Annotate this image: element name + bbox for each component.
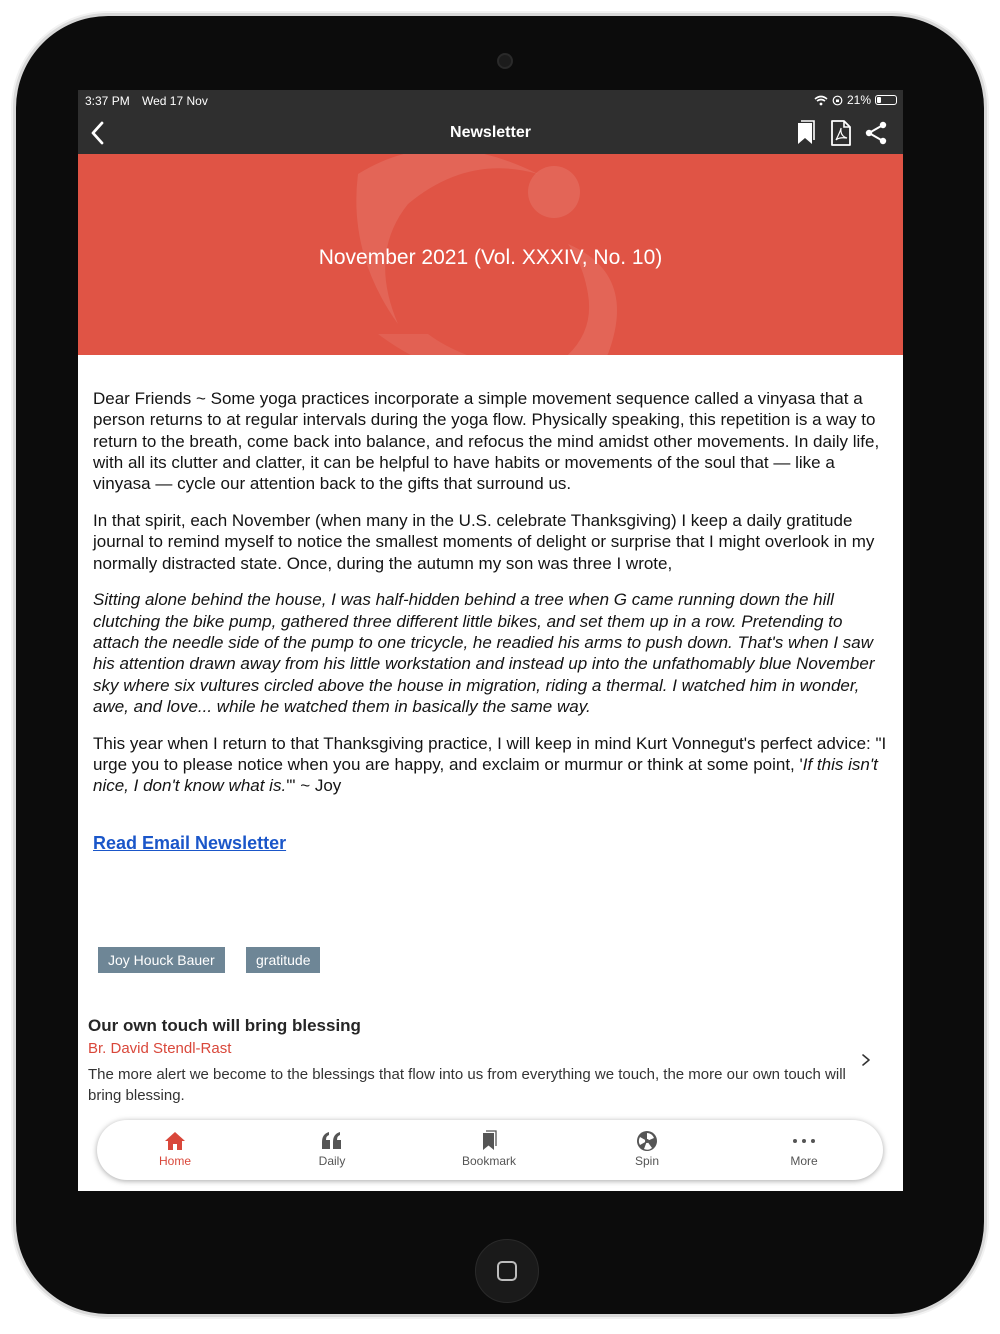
more-icon (792, 1130, 816, 1152)
orientation-lock-icon (832, 95, 843, 106)
tag-topic[interactable]: gratitude (246, 947, 320, 973)
status-bar (78, 90, 903, 112)
nav-bar (78, 112, 903, 154)
tab-home[interactable]: Home (115, 1130, 235, 1168)
journal-quote: Sitting alone behind the house, I was half-hidden behind a tree when G came running down the hill clutching the bike pump, gathered three different little bikes, and set them up in a row. Pretending to attach the needle side of the pump to one tricycle, he readied his arms to push down. That's when I saw his attention drawn away from his little workstation and instead up into the unfathomably blue November sky where six vultures circled above the house in migration, riding a thermal. I watched him in wonder, awe, and love... while he watched them in basically the same way. (93, 590, 875, 716)
share-icon[interactable] (861, 118, 891, 148)
tab-spin[interactable]: Spin (587, 1130, 707, 1168)
hero-banner (78, 154, 903, 355)
tab-more[interactable]: More (744, 1130, 864, 1168)
bookmark-icon (477, 1130, 501, 1152)
page-title: Newsletter (450, 124, 531, 141)
tab-daily[interactable]: Daily (272, 1130, 392, 1168)
camera (497, 53, 513, 69)
status-date: Wed 17 Nov (142, 94, 208, 108)
paragraph: In that spirit, each November (when many in the U.S. celebrate Thanksgiving) I keep a daily gratitude journal to remind myself to notice the smallest moments of delight or surprise that I might overlook in my normally distracted state. Once, during the autumn my son was three I wrote, (93, 510, 875, 573)
tag-author[interactable]: Joy Houck Bauer (98, 947, 225, 973)
spin-icon (635, 1130, 659, 1152)
quote-icon (320, 1130, 344, 1152)
newsletter-issue-title: November 2021 (Vol. XXXIV, No. 10) (318, 246, 663, 269)
pdf-icon[interactable] (826, 118, 856, 148)
battery-icon (875, 95, 897, 105)
bookmark-icon[interactable] (791, 118, 821, 148)
related-author: Br. David Stendl-Rast (88, 1040, 232, 1057)
article-body (93, 388, 891, 812)
chevron-right-icon[interactable] (858, 1052, 874, 1068)
home-hardware-button[interactable] (475, 1239, 539, 1303)
related-title: Our own touch will bring blessing (88, 1016, 361, 1035)
paragraph: Dear Friends ~ Some yoga practices incorporate a simple movement sequence called a vinyasa that a person returns to at regular intervals during the yoga flow. Physically speaking, this repetition is a way to return to the breath, come back into balance, and refocus the mind amidst other movements. In daily life, with all its clutter and clatter, it can be helpful to have habits or movements of the soul that — like a vinyasa — cycle our attention back to the gifts that surround us. (93, 389, 880, 494)
home-icon (163, 1130, 187, 1152)
paragraph: This year when I return to that Thanksgiving practice, I will keep in mind Kurt Vonnegut's perfect advice: "I urge you to please notice when you are happy, and exclaim or murmur or think at some point, 'If this isn't nice, I don't know what is.'" ~ Joy (93, 733, 887, 796)
status-time: 3:37 PM (85, 94, 130, 108)
tab-bookmark[interactable]: Bookmark (429, 1130, 549, 1168)
related-excerpt: The more alert we become to the blessings that flow into us from everything we touch, the more our own touch will bring blessing. (88, 1066, 846, 1104)
read-email-newsletter-link[interactable]: Read Email Newsletter (93, 833, 287, 853)
wifi-icon (814, 95, 828, 106)
tab-bar (97, 1120, 883, 1180)
screen (78, 90, 903, 1191)
battery-percent: 21% (846, 93, 871, 107)
